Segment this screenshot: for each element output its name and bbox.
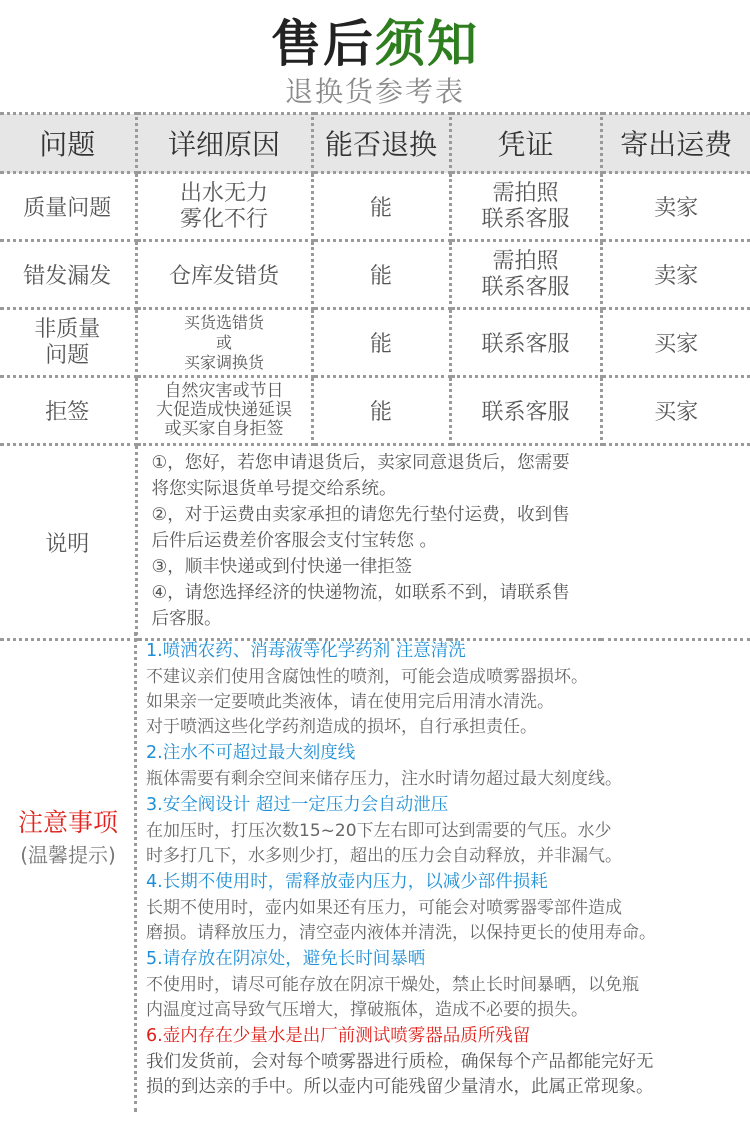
cell-issue bbox=[0, 309, 136, 377]
cell-proof bbox=[450, 241, 601, 309]
table-row bbox=[0, 241, 750, 309]
cell-proof: 联系客服 bbox=[450, 309, 601, 377]
note-line: 对于喷洒这些化学药剂造成的损坏，自行承担责任。 bbox=[146, 717, 537, 737]
issue-line: 问题 bbox=[45, 342, 90, 368]
reason-line: 买家调换货 bbox=[183, 352, 264, 372]
note-line: 长期不使用时，壶内如果还有压力，可能会对喷雾器零部件造成 bbox=[146, 898, 622, 918]
table-row bbox=[0, 173, 750, 241]
proof-line: 需拍照 bbox=[492, 180, 559, 206]
cell-reason bbox=[136, 173, 312, 241]
cell-returnable: 能 bbox=[312, 377, 450, 445]
cell-proof bbox=[450, 173, 601, 241]
column-header-returnable: 能否退换 bbox=[312, 114, 450, 173]
proof-line: 联系客服 bbox=[481, 206, 570, 232]
column-header-shipping: 寄出运费 bbox=[601, 114, 750, 173]
note-line: 如果亲一定要喷此类液体，请在使用完后用清水清洗。 bbox=[146, 692, 554, 712]
note-line: 损的到达亲的手中。所以壶内可能残留少量清水，此属正常现象。 bbox=[146, 1077, 654, 1097]
cell-shipping: 卖家 bbox=[601, 241, 750, 309]
note-line: 在加压时，打压次数15~20下左右即可达到需要的气压。水少 bbox=[146, 821, 612, 841]
reason-line: 买货选错货 bbox=[183, 312, 264, 332]
title-part-1: 售后 bbox=[271, 15, 375, 73]
cell-returnable: 能 bbox=[312, 173, 450, 241]
page-subtitle: 退换货参考表 bbox=[284, 75, 465, 108]
table-header-row bbox=[0, 114, 750, 173]
note-heading: 1.喷洒农药、消毒液等化学药剂 注意清洗 bbox=[146, 641, 466, 661]
explain-line: ④，请您选择经济的快递物流，如联系不到，请联系售 bbox=[151, 583, 570, 603]
explain-text bbox=[136, 445, 750, 640]
cell-shipping: 卖家 bbox=[601, 173, 750, 241]
proof-line: 需拍照 bbox=[492, 248, 559, 274]
notes-label-sub: (温馨提示) bbox=[20, 843, 116, 867]
note-line: 瓶体需要有剩余空间来储存压力，注水时请勿超过最大刻度线。 bbox=[146, 769, 622, 789]
note-heading: 2.注水不可超过最大刻度线 bbox=[146, 743, 356, 763]
notes-list bbox=[146, 638, 746, 1100]
return-reference-table bbox=[0, 112, 750, 641]
issue-line: 非质量 bbox=[34, 316, 101, 342]
explain-line: 将您实际退货单号提交给系统。 bbox=[151, 479, 397, 499]
note-line: 磨损。请释放压力，清空壶内液体并清洗，以保持更长的使用寿命。 bbox=[146, 923, 656, 943]
note-heading: 5.请存放在阴凉处，避免长时间暴晒 bbox=[146, 949, 426, 969]
cell-shipping: 买家 bbox=[601, 377, 750, 445]
explain-line: ③，顺丰快递或到付快递一律拒签 bbox=[151, 557, 413, 577]
note-line: 时多打几下，水多则少打，超出的压力会自动释放，并非漏气。 bbox=[146, 846, 622, 866]
cell-returnable: 能 bbox=[312, 309, 450, 377]
note-heading: 3.安全阀设计 超过一定压力会自动泄压 bbox=[146, 795, 449, 815]
cell-reason bbox=[136, 377, 312, 445]
proof-line: 联系客服 bbox=[481, 274, 570, 300]
explain-line: 后客服。 bbox=[151, 609, 222, 629]
table-row bbox=[0, 377, 750, 445]
notes-label-main: 注意事项 bbox=[17, 808, 118, 837]
cell-issue: 质量问题 bbox=[0, 173, 136, 241]
explain-line: ②，对于运费由卖家承担的请您先行垫付运费，收到售 bbox=[151, 505, 570, 525]
note-line: 不使用时，请尽可能存放在阴凉干燥处，禁止长时间暴晒，以免瓶 bbox=[146, 975, 639, 995]
explain-row bbox=[0, 445, 750, 640]
reason-line: 出水无力 bbox=[179, 180, 268, 206]
title-part-2: 须知 bbox=[375, 15, 479, 73]
column-header-reason: 详细原因 bbox=[136, 114, 312, 173]
reason-line: 自然灾害或节日 bbox=[164, 381, 284, 401]
notes-label bbox=[0, 806, 136, 870]
column-header-proof: 凭证 bbox=[450, 114, 601, 173]
note-line: 不建议亲们使用含腐蚀性的喷剂，可能会造成喷雾器损坏。 bbox=[146, 667, 588, 687]
cell-reason: 仓库发错货 bbox=[136, 241, 312, 309]
reason-line: 或买家自身拒签 bbox=[164, 419, 284, 439]
explain-line: ①，您好，若您申请退货后，卖家同意退货后，您需要 bbox=[151, 453, 570, 473]
cell-reason bbox=[136, 309, 312, 377]
reason-line: 雾化不行 bbox=[179, 206, 268, 232]
cell-shipping: 买家 bbox=[601, 309, 750, 377]
notes-divider bbox=[134, 632, 137, 1112]
note-line: 我们发货前，会对每个喷雾器进行质检，确保每个产品都能完好无 bbox=[146, 1052, 654, 1072]
page-title bbox=[0, 14, 750, 74]
reason-line: 或 bbox=[215, 332, 232, 352]
note-heading: 6.壶内存在少量水是出厂前测试喷雾器品质所残留 bbox=[146, 1026, 531, 1046]
cell-issue: 拒签 bbox=[0, 377, 136, 445]
explain-label: 说明 bbox=[0, 445, 136, 640]
note-heading: 4.长期不使用时，需释放壶内压力，以减少部件损耗 bbox=[146, 872, 548, 892]
column-header-issue: 问题 bbox=[0, 114, 136, 173]
note-line: 内温度过高导致气压增大，撑破瓶体，造成不必要的损失。 bbox=[146, 1000, 588, 1020]
table-row bbox=[0, 309, 750, 377]
explain-line: 后件后运费差价客服会支付宝转您 。 bbox=[151, 531, 438, 551]
cell-proof: 联系客服 bbox=[450, 377, 601, 445]
reason-line: 大促造成快递延误 bbox=[156, 400, 292, 420]
cell-returnable: 能 bbox=[312, 241, 450, 309]
cell-issue: 错发漏发 bbox=[0, 241, 136, 309]
